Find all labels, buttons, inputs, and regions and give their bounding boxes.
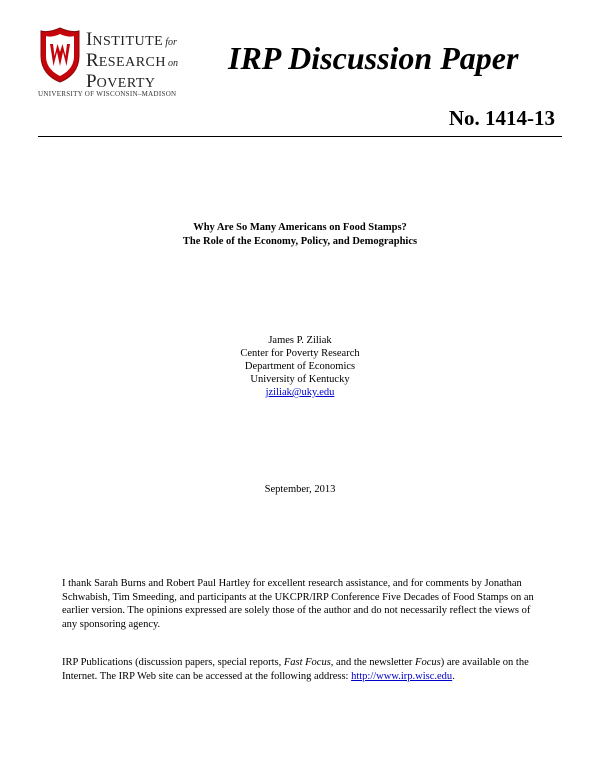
institute-line-1: INSTITUTE for bbox=[86, 29, 177, 50]
series-title: IRP Discussion Paper bbox=[228, 40, 519, 76]
author-affiliation-3: University of Kentucky bbox=[250, 374, 350, 385]
publication-date: September, 2013 bbox=[264, 484, 336, 495]
title-line-1: Why Are So Many Americans on Food Stamps? bbox=[193, 222, 407, 233]
institute-line-2: RESEARCH on bbox=[86, 50, 178, 71]
uw-crest-icon bbox=[38, 26, 82, 84]
header-divider bbox=[38, 136, 562, 137]
irp-website-link[interactable]: http://www.irp.wisc.edu bbox=[351, 670, 453, 682]
university-name: UNIVERSITY OF WISCONSIN–MADISON bbox=[38, 90, 177, 98]
author-name: James P. Ziliak bbox=[268, 335, 332, 346]
focus-title: Focus bbox=[415, 657, 441, 668]
author-block bbox=[0, 334, 600, 399]
fast-focus-title: Fast Focus bbox=[283, 657, 331, 668]
author-affiliation-1: Center for Poverty Research bbox=[240, 348, 360, 359]
title-line-2: The Role of the Economy, Policy, and Demographics bbox=[182, 236, 418, 247]
publications-note: IRP Publications (discussion papers, special reports, Fast Focus, and the newsletter Focus) are available on the Internet. The IRP Web site can be accessed at the following address: http://www.irp.wisc.edu. bbox=[62, 657, 529, 682]
paper-number: No. 1414-13 bbox=[448, 106, 555, 130]
author-affiliation-2: Department of Economics bbox=[244, 361, 356, 372]
irp-logo bbox=[36, 20, 216, 100]
paper-title bbox=[0, 221, 600, 249]
author-email-link[interactable]: jziliak@uky.edu bbox=[265, 387, 335, 398]
institute-line-3: POVERTY bbox=[86, 71, 156, 92]
acknowledgment-paragraph: I thank Sarah Burns and Robert Paul Hartley for excellent research assistance, and for comments by Jonathan Schwabish, Tim Smeeding, and participants at the UKCPR/IRP Conference Five Decades of Food Stamps on an earlier version. The opinions expressed are solely those of the author and do not necessarily reflect the views of any sponsoring agency. bbox=[62, 578, 534, 630]
